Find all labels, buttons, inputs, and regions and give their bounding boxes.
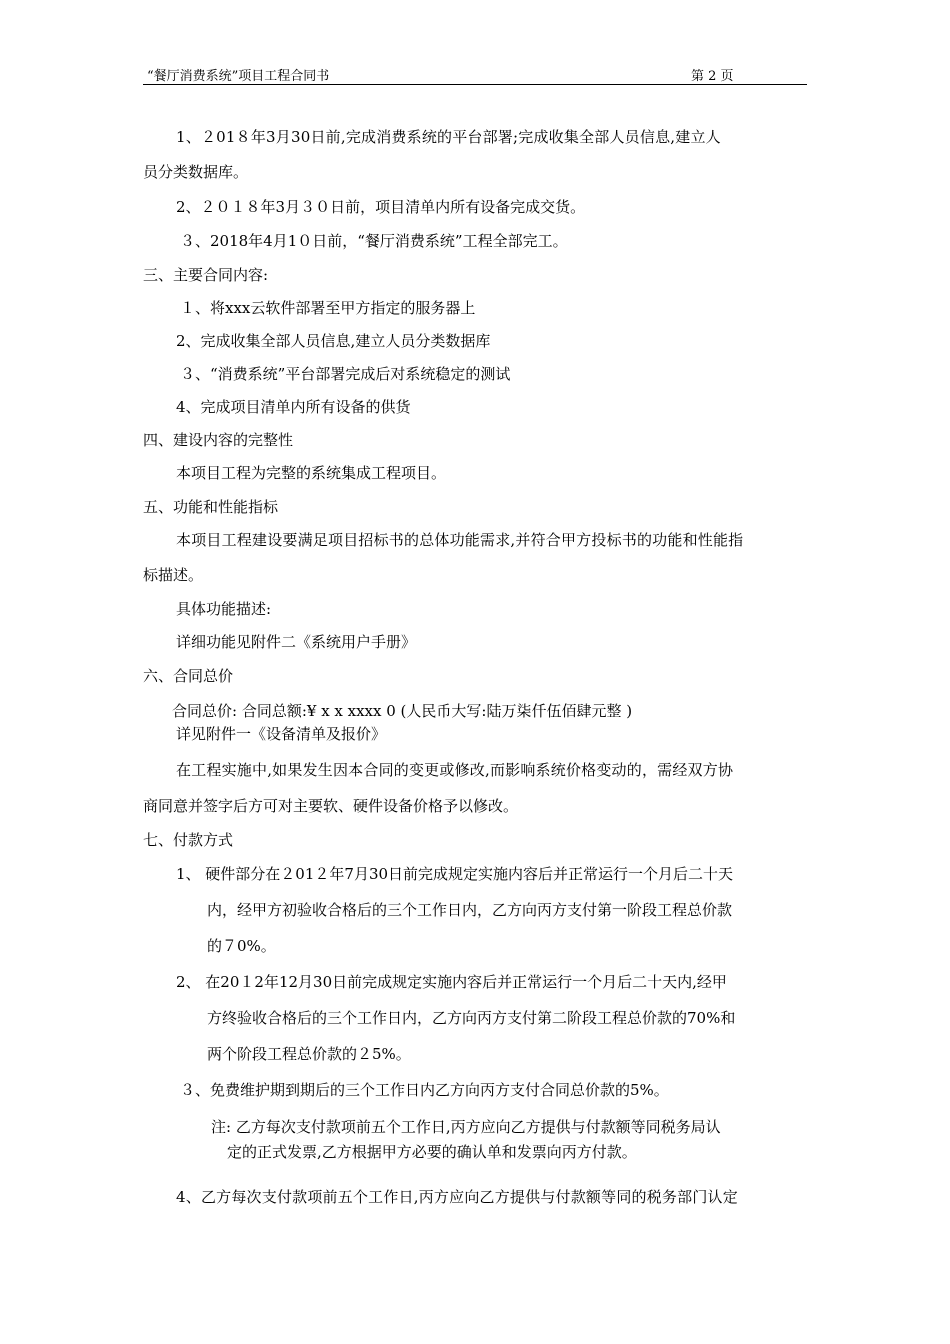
paragraph-line: 具体功能描述: (176, 600, 272, 618)
paragraph-line: 员分类数据库。 (143, 163, 249, 181)
section-heading: 五、功能和性能指标 (143, 498, 279, 516)
paragraph-line: ３、2018年4月1０日前，“餐厅消费系统”工程全部完工。 (180, 232, 568, 250)
page-header (143, 64, 807, 85)
paragraph-line: 合同总价: 合同总额:¥ x x xxxx 0 (人民币大写:陆万柒仟伍佰肆元整 ) (172, 702, 633, 720)
section-heading: 七、付款方式 (143, 831, 234, 849)
section-heading: 四、建设内容的完整性 (143, 431, 294, 449)
paragraph-line: ３、免费维护期到期后的三个工作日内乙方向丙方支付合同总价款的5%。 (180, 1081, 669, 1099)
paragraph-line: 2、２０１８年3月３０日前，项目清单内所有设备完成交货。 (176, 198, 586, 216)
page-number: 第 2 页 (691, 69, 734, 84)
paragraph-line: 在工程实施中,如果发生因本合同的变更或修改,而影响系统价格变动的，需经双方协 (176, 761, 734, 779)
paragraph-line: 本项目工程建设要满足项目招标书的总体功能需求,并符合甲方投标书的功能和性能指 (176, 531, 744, 549)
paragraph-line: 2、 在20１2年12月30日前完成规定实施内容后并正常运行一个月后二十天内,经甲 (176, 973, 727, 991)
paragraph-line: 两个阶段工程总价款的２5%。 (207, 1045, 411, 1063)
note-line: 定的正式发票,乙方根据甲方必要的确认单和发票向丙方付款。 (227, 1143, 637, 1161)
paragraph-line: 1、２01８年3月30日前,完成消费系统的平台部署;完成收集全部人员信息,建立人 (176, 128, 721, 146)
paragraph-line: 方终验收合格后的三个工作日内，乙方向丙方支付第二阶段工程总价款的70%和 (207, 1009, 736, 1027)
paragraph-line: 标描述。 (143, 566, 204, 584)
paragraph-line: ３、“消费系统”平台部署完成后对系统稳定的测试 (180, 365, 511, 383)
paragraph-line: 1、 硬件部分在２01２年7月30日前完成规定实施内容后并正常运行一个月后二十天 (176, 865, 734, 883)
document-title: “餐厅消费系统”项目工程合同书 (147, 69, 330, 84)
section-heading: 六、合同总价 (143, 667, 234, 685)
paragraph-line: 商同意并签字后方可对主要软、硬件设备价格予以修改。 (143, 797, 519, 815)
section-heading: 三、主要合同内容: (143, 266, 269, 284)
paragraph-line: 详见附件一《设备清单及报价》 (176, 725, 387, 743)
paragraph-line: 内，经甲方初验收合格后的三个工作日内，乙方向丙方支付第一阶段工程总价款 (207, 901, 733, 919)
note-line: 注: 乙方每次支付款项前五个工作日,丙方应向乙方提供与付款额等同税务局认 (211, 1118, 721, 1136)
paragraph-line: １、将xxx云软件部署至甲方指定的服务器上 (180, 299, 476, 317)
paragraph-line: 4、完成项目清单内所有设备的供货 (176, 398, 411, 416)
paragraph-line: 4、乙方每次支付款项前五个工作日,丙方应向乙方提供与付款额等同的税务部门认定 (176, 1188, 738, 1206)
paragraph-line: 本项目工程为完整的系统集成工程项目。 (176, 464, 447, 482)
paragraph-line: 2、完成收集全部人员信息,建立人员分类数据库 (176, 332, 491, 350)
paragraph-line: 的７0%。 (207, 937, 276, 955)
paragraph-line: 详细功能见附件二《系统用户手册》 (176, 633, 417, 651)
